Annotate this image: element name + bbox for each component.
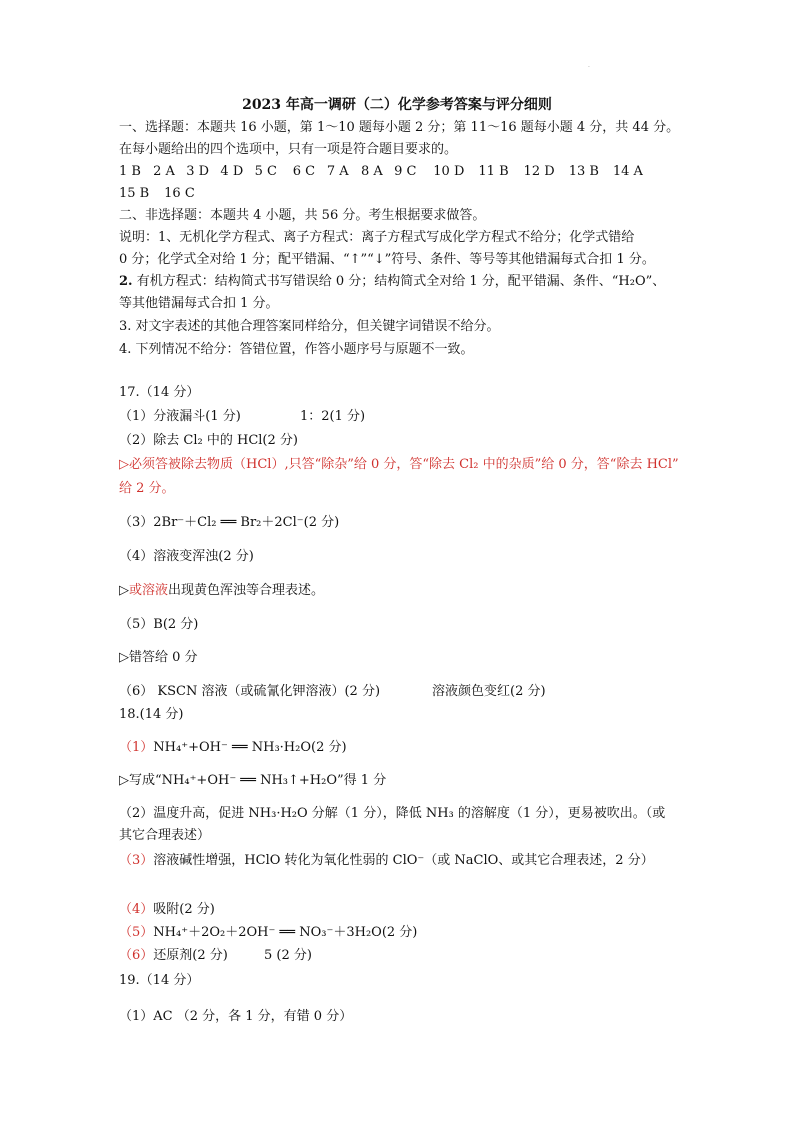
answer-key-row-2 <box>119 185 204 203</box>
q18-part3-answer <box>119 852 654 870</box>
grading-note-2a <box>119 273 665 291</box>
q18-part3-number: （3） <box>119 853 154 868</box>
q17-part1-answer-a: （1）分液漏斗(1 分) <box>119 409 241 424</box>
q17-part4-note-rest: 出现黄色浑浊等合理表述。 <box>168 583 325 598</box>
answer-14: 14 A <box>612 164 643 179</box>
q17-part5-answer: （5）B(2 分) <box>119 617 199 632</box>
q18-part6-text-a: 还原剂(2 分) <box>153 948 228 963</box>
q18-part1-number: （1） <box>119 740 154 755</box>
q17-part2-note-a: ▷必须答被除去物质（HCl）,只答“除杂”给 0 分，答“除去 Cl₂ 中的杂质”给 0 分，答“除去 HCl” <box>119 457 679 472</box>
q18-part1-answer <box>119 739 347 757</box>
answer-13: 13 B <box>568 164 599 179</box>
q19-heading: 19.（14 分） <box>119 973 200 988</box>
q18-part6-answer-b: 5 (2 分) <box>264 948 312 963</box>
q18-heading: 18.(14 分) <box>119 707 184 722</box>
answer-10: 10 D <box>433 164 465 179</box>
q17-part3-answer: （3）2Br⁻＋Cl₂ ══ Br₂＋2Cl⁻(2 分) <box>119 515 340 530</box>
page-mark: · <box>588 64 590 71</box>
grading-note-4: 4. 下列情况不给分：答错位置，作答小题序号与原题不一致。 <box>119 342 474 357</box>
grading-note-3: 3. 对文字表述的其他合理答案同样给分，但关键字词错误不给分。 <box>119 319 500 334</box>
grading-note-1b: 0 分；化学式全对给 1 分；配平错漏、“↑”“↓”符号、条件、等号等其他错漏每式合扣 1 分。 <box>119 252 655 267</box>
section2-instruction: 二、非选择题：本题共 4 小题，共 56 分。考生根据要求做答。 <box>119 208 486 223</box>
q18-part4-answer <box>119 901 215 919</box>
grading-note-1a: 说明：1、无机化学方程式、离子方程式：离子方程式写成化学方程式不给分；化学式错给 <box>119 230 635 245</box>
answer-5: 5 C <box>254 164 277 179</box>
answer-8: 8 A <box>360 164 383 179</box>
q17-part1-answer-b: 1：2(1 分) <box>300 409 366 424</box>
q17-heading: 17.（14 分） <box>119 385 200 400</box>
q18-part5-text: NH₄⁺＋2O₂＋2OH⁻ ══ NO₃⁻＋3H₂O(2 分) <box>153 925 418 940</box>
answer-1: 1 B <box>119 164 141 179</box>
page-title: 2023 年高一调研（二）化学参考答案与评分细则 <box>242 97 552 113</box>
triangle-icon: ▷ <box>119 583 129 598</box>
q17-part2-answer: （2）除去 Cl₂ 中的 HCl(2 分) <box>119 433 298 448</box>
answer-key-row-1 <box>119 163 653 181</box>
grading-note-2-text: 有机方程式：结构简式书写错误给 0 分；结构简式全对给 1 分，配平错漏、条件、“H₂O”、 <box>132 274 666 289</box>
q17-part6-answer-a: （6） KSCN 溶液（或硫氰化钾溶液）(2 分) <box>119 684 381 699</box>
answer-6: 6 C <box>292 164 316 179</box>
q18-part2-answer-b: 其它合理表述） <box>119 828 211 843</box>
section1-instruction-2: 在每小题给出的四个选项中，只有一项是符合题目要求的。 <box>119 142 458 157</box>
q17-part4-note-red: 或溶液 <box>129 583 169 598</box>
q17-part4-note <box>119 582 324 600</box>
q18-part5-answer <box>119 924 417 942</box>
section1-instruction-1: 一、选择题：本题共 16 小题，第 1～10 题每小题 2 分；第 11～16 题每小题 4 分，共 44 分。 <box>119 120 680 135</box>
q19-part1-answer: （1）AC （2 分，各 1 分，有错 0 分） <box>119 1009 353 1024</box>
grading-note-2-number: 2. <box>119 274 133 289</box>
answer-4: 4 D <box>220 164 244 179</box>
answer-9: 9 C <box>394 164 417 179</box>
q17-part4-answer: （4）溶液变浑浊(2 分) <box>119 549 254 564</box>
q18-part1-text: NH₄⁺+OH⁻ ══ NH₃·H₂O(2 分) <box>153 740 347 755</box>
q18-part3-text: 溶液碱性增强，HClO 转化为氧化性弱的 ClO⁻（或 NaClO、或其它合理表述，2 分） <box>153 853 654 868</box>
q17-part2-note-b: 给 2 分。 <box>119 481 175 496</box>
q18-part4-text: 吸附(2 分) <box>153 902 215 917</box>
q17-part6-answer-b: 溶液颜色变红(2 分) <box>432 684 546 699</box>
answer-11: 11 B <box>478 164 509 179</box>
q18-part6-number: （6） <box>119 948 154 963</box>
answer-16: 16 C <box>164 186 195 201</box>
answer-7: 7 A <box>326 164 349 179</box>
q18-part6-answer <box>119 947 228 965</box>
answer-2: 2 A <box>153 164 175 179</box>
q18-part5-number: （5） <box>119 925 154 940</box>
q18-part1-note: ▷写成“NH₄⁺+OH⁻ ══ NH₃↑+H₂O”得 1 分 <box>119 773 387 788</box>
q18-part2-answer-a: （2）温度升高，促进 NH₃·H₂O 分解（1 分），降低 NH₃ 的溶解度（1 分），更易被吹出。（或 <box>119 806 666 821</box>
q18-part4-number: （4） <box>119 902 154 917</box>
q17-part5-note: ▷错答给 0 分 <box>119 650 198 665</box>
answer-15: 15 B <box>119 186 150 201</box>
answer-12: 12 D <box>523 164 555 179</box>
grading-note-2b: 等其他错漏每式合扣 1 分。 <box>119 296 279 311</box>
answer-3: 3 D <box>186 164 210 179</box>
